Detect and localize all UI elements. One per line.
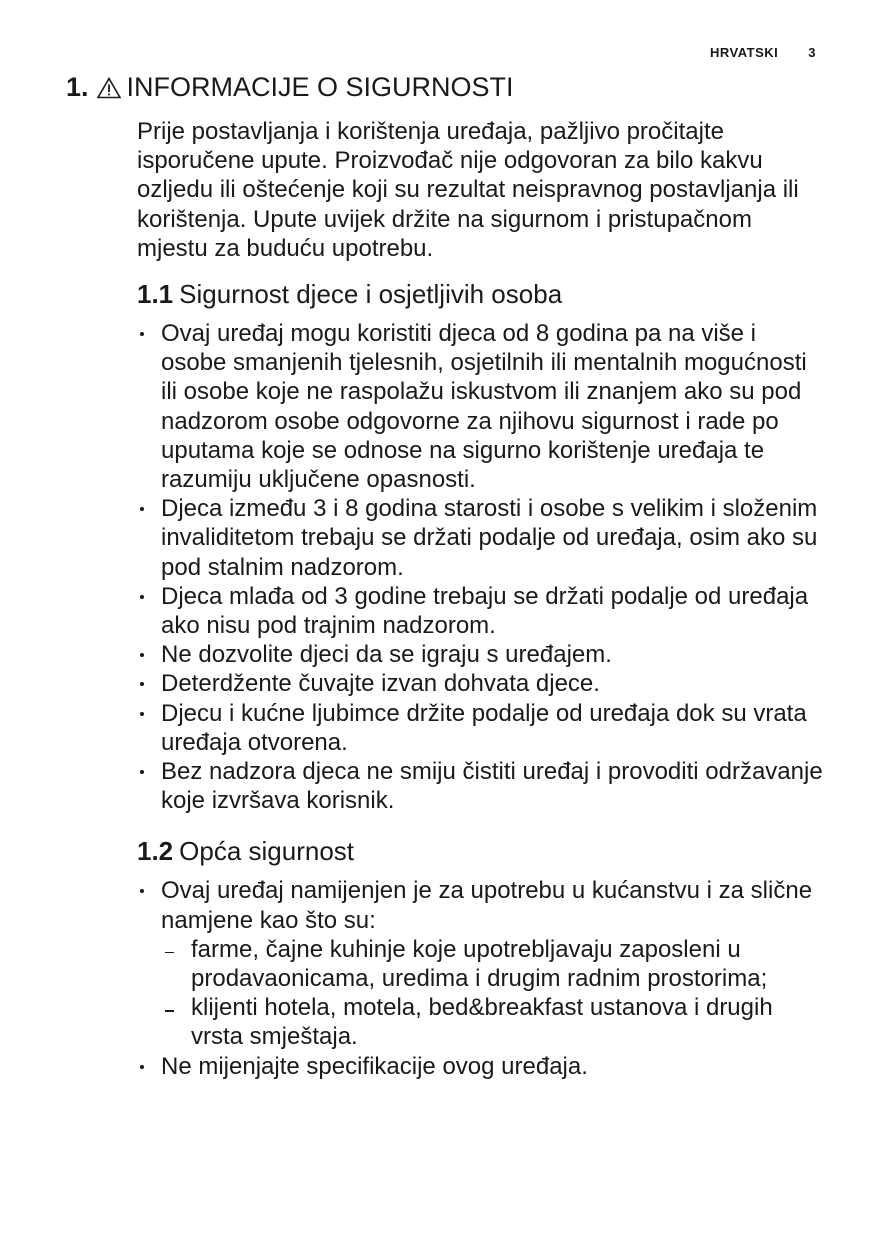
list-item: Ovaj uređaj mogu koristiti djeca od 8 godina pa na više i osobe smanjenih tjelesnih, osjetilnih ili mentalnih mogućnosti ili osobe koje ne raspolažu iskustvom ili znanjem ako su pod nadzorom osobe odgovorne za njihovu sigurnost i rade po uputama koje se odnose na sigurno korištenje uređaja te razumiju uključene opasnosti.	[137, 319, 827, 494]
page-number: 3	[808, 45, 816, 60]
list-item: Ne mijenjajte specifikacije ovog uređaja.	[137, 1052, 827, 1081]
section-number: 1.2	[137, 836, 174, 867]
intro-paragraph: Prije postavljanja i korištenja uređaja, pažljivo pročitajte isporučene upute. Proizvođač nije odgovoran za bilo kakvu ozljedu ili oštećenje koji su rezultat neispravnog postavljanja ili korištenja. Upute uvijek držite na sigurnom i pristupačnom mjestu za buduću upotrebu.	[137, 118, 799, 262]
list-item: Ne dozvolite djeci da se igraju s uređajem.	[137, 640, 827, 669]
sub-list-item: farme, čajne kuhinje koje upotrebljavaju zaposleni u prodavaonicama, uredima i drugim radnim prostorima;	[161, 935, 827, 993]
section-heading-child-safety	[137, 278, 827, 310]
list-item: Bez nadzora djeca ne smiju čistiti uređaj i provoditi održavanje koje izvršava korisnik.	[137, 757, 827, 815]
warning-triangle-icon	[97, 77, 121, 99]
chapter-number: 1.	[66, 72, 89, 102]
list-item: Deterdžente čuvajte izvan dohvata djece.	[137, 669, 827, 698]
chapter-title: INFORMACIJE O SIGURNOSTI	[126, 72, 514, 102]
list-item: Djecu i kućne ljubimce držite podalje od uređaja dok su vrata uređaja otvorena.	[137, 699, 827, 757]
general-safety-list	[137, 876, 827, 1080]
list-item: Djeca između 3 i 8 godina starosti i osobe s velikim i složenim invaliditetom trebaju se držati podalje od uređaja, osim ako su pod stalnim nadzorom.	[137, 494, 827, 582]
list-item	[137, 876, 827, 1051]
sub-list	[161, 935, 827, 1052]
sub-list-item: klijenti hotela, motela, bed&breakfast ustanova i drugih vrsta smještaja.	[161, 993, 827, 1051]
section-heading-general-safety	[137, 835, 827, 867]
chapter-heading	[66, 72, 514, 103]
section-number: 1.1	[137, 279, 174, 310]
list-item: Djeca mlađa od 3 godine trebaju se držati podalje od uređaja ako nisu pod trajnim nadzorom.	[137, 582, 827, 640]
page-content	[137, 117, 827, 1081]
page-header	[710, 45, 816, 60]
section-title: Sigurnost djece i osjetljivih osoba	[179, 279, 563, 310]
section-title: Opća sigurnost	[179, 836, 355, 867]
header-language: HRVATSKI	[709, 45, 779, 60]
list-item-text: Ovaj uređaj namijenjen je za upotrebu u kućanstvu i za slične namjene kao što su:	[161, 877, 813, 934]
child-safety-list	[137, 319, 827, 815]
